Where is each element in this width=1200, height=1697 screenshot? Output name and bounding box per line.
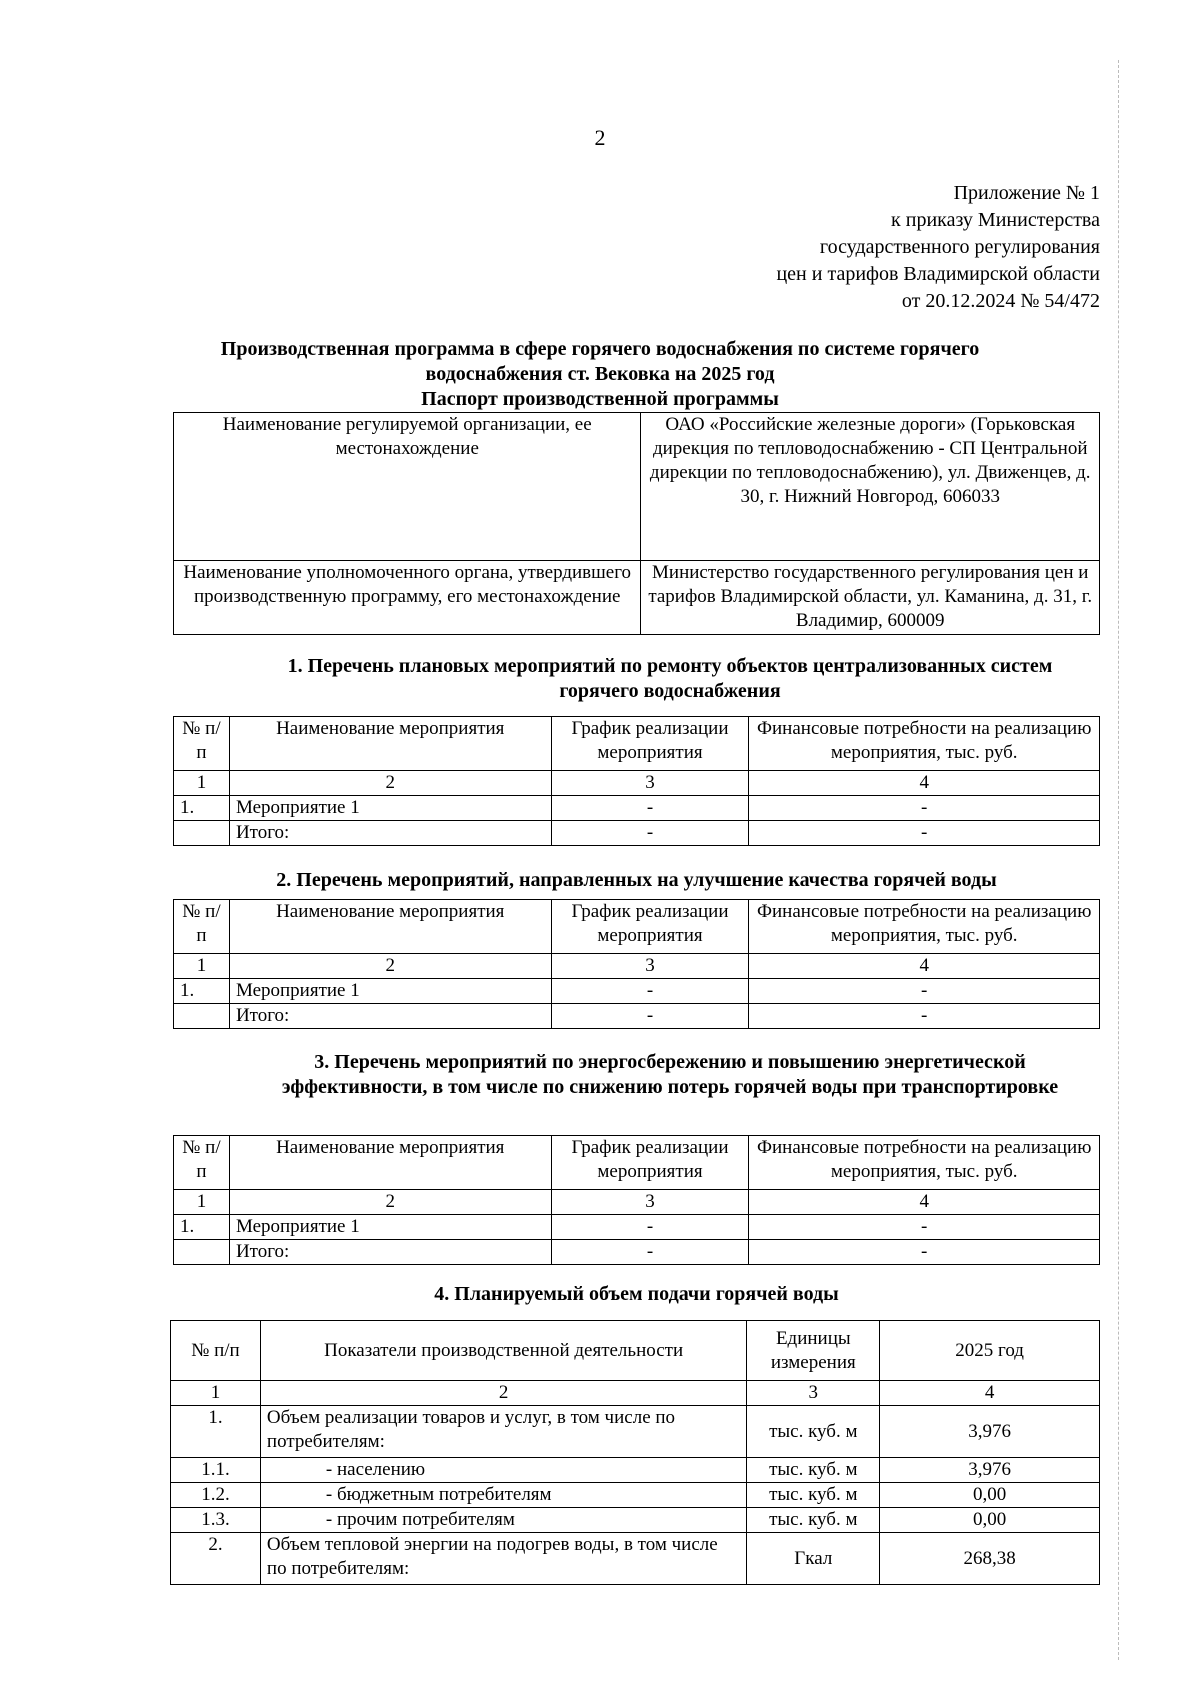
section-1-table [173,716,1100,846]
passport-value: Министерство государственного регулирования цен и тарифов Владимирской области, ул. Каманина, д. 31, г. Владимир, 600009 [641,561,1100,635]
table-header-row [174,900,1100,954]
table-row [171,1533,1100,1585]
column-number-row [174,954,1100,979]
indicator-name: - бюджетным потребителям [260,1483,746,1508]
year-value: 0,00 [880,1483,1100,1508]
finance-value: - [749,1240,1100,1265]
table-row [171,1406,1100,1458]
measure-name: Мероприятие 1 [229,1215,551,1240]
table-row [171,1483,1100,1508]
schedule-value: - [551,1240,749,1265]
column-number: 2 [229,1190,551,1215]
page-number: 2 [594,125,606,150]
unit-value: тыс. куб. м [747,1483,880,1508]
appendix-block [700,180,1100,315]
indicator-name: Объем тепловой энергии на подогрев воды, в том числе по потребителям: [260,1533,746,1585]
passport-value: ОАО «Российские железные дороги» (Горьковская дирекция по тепловодоснабжению - СП Центральной дирекции по тепловодоснабжению), ул. Движенцев, д. 30, г. Нижний Новгород, 606033 [641,413,1100,561]
passport-title: Паспорт производственной программы [421,388,779,410]
header-cell: 2025 год [880,1321,1100,1381]
column-number: 1 [174,1190,230,1215]
header-cell: Единицы измерения [747,1321,880,1381]
column-number: 3 [747,1381,880,1406]
row-number [174,821,230,846]
passport-label: Наименование регулируемой организации, ее местонахождение [174,413,641,561]
table-row [171,1508,1100,1533]
row-number: 1.2. [171,1483,261,1508]
row-number: 2. [171,1533,261,1585]
table-header-row [174,1136,1100,1190]
section-2-title: 2. Перечень мероприятий, направленных на улучшение качества горячей воды [276,869,997,891]
column-number: 3 [551,771,749,796]
table-row [174,979,1100,1004]
measure-name: Мероприятие 1 [229,979,551,1004]
column-number: 4 [880,1381,1100,1406]
header-cell: Наименование мероприятия [229,717,551,771]
header-cell: Финансовые потребности на реализацию мероприятия, тыс. руб. [749,1136,1100,1190]
year-value: 3,976 [880,1458,1100,1483]
header-cell: № п/п [171,1321,261,1381]
section-4-title: 4. Планируемый объем подачи горячей воды [434,1283,839,1305]
section-3-table [173,1135,1100,1265]
table-row [174,796,1100,821]
header-cell: № п/п [174,900,230,954]
column-number-row [174,771,1100,796]
total-row [174,1004,1100,1029]
finance-value: - [749,1004,1100,1029]
indicator-name: Объем реализации товаров и услуг, в том числе по потребителям: [260,1406,746,1458]
title-line: Производственная программа в сфере горячего водоснабжения по системе горячего [220,338,980,360]
indicator-name: - населению [260,1458,746,1483]
header-cell: Финансовые потребности на реализацию мероприятия, тыс. руб. [749,717,1100,771]
section-3-title: 3. Перечень мероприятий по энергосбережению и повышению энергетической эффективности, в том числе по снижению потерь горячей воды при транспортировке [281,1051,1059,1098]
column-number: 2 [229,771,551,796]
indicator-name: - прочим потребителям [260,1508,746,1533]
header-cell: График реализации мероприятия [551,1136,749,1190]
header-cell: Показатели производственной деятельности [260,1321,746,1381]
section-4-table [170,1320,1100,1585]
column-number: 1 [171,1381,261,1406]
row-number [174,1004,230,1029]
total-label: Итого: [229,1004,551,1029]
header-cell: Наименование мероприятия [229,900,551,954]
column-number: 3 [551,1190,749,1215]
passport-label: Наименование уполномоченного органа, утвердившего производственную программу, его местонахождение [174,561,641,635]
schedule-value: - [551,1215,749,1240]
row-number: 1.1. [171,1458,261,1483]
measure-name: Мероприятие 1 [229,796,551,821]
section-1-title: 1. Перечень плановых мероприятий по ремонту объектов централизованных систем горячего водоснабжения [287,655,1053,702]
unit-value: тыс. куб. м [747,1508,880,1533]
total-row [174,1240,1100,1265]
year-value: 268,38 [880,1533,1100,1585]
column-number: 4 [749,771,1100,796]
schedule-value: - [551,821,749,846]
column-number: 4 [749,954,1100,979]
appendix-line: к приказу Министерства [891,209,1100,231]
appendix-line: от 20.12.2024 № 54/472 [901,290,1100,312]
total-row [174,821,1100,846]
column-number: 3 [551,954,749,979]
header-cell: График реализации мероприятия [551,717,749,771]
total-label: Итого: [229,821,551,846]
passport-row [174,413,1100,561]
unit-value: тыс. куб. м [747,1406,880,1458]
year-value: 0,00 [880,1508,1100,1533]
column-number: 2 [260,1381,746,1406]
table-row [171,1458,1100,1483]
passport-table [173,412,1100,635]
passport-row [174,561,1100,635]
row-number: 1. [174,979,230,1004]
scan-edge-artifact [1118,60,1119,1660]
header-cell: № п/п [174,1136,230,1190]
schedule-value: - [551,796,749,821]
finance-value: - [749,1215,1100,1240]
row-number: 1.3. [171,1508,261,1533]
column-number-row [174,1190,1100,1215]
header-cell: Финансовые потребности на реализацию мероприятия, тыс. руб. [749,900,1100,954]
header-cell: № п/п [174,717,230,771]
schedule-value: - [551,1004,749,1029]
column-number: 1 [174,954,230,979]
table-row [174,1215,1100,1240]
row-number: 1. [171,1406,261,1458]
schedule-value: - [551,979,749,1004]
unit-value: тыс. куб. м [747,1458,880,1483]
unit-value: Гкал [747,1533,880,1585]
column-number: 1 [174,771,230,796]
finance-value: - [749,979,1100,1004]
total-label: Итого: [229,1240,551,1265]
row-number: 1. [174,1215,230,1240]
column-number-row [171,1381,1100,1406]
year-value: 3,976 [880,1406,1100,1458]
appendix-line: Приложение № 1 [953,182,1100,204]
document-title [160,337,1040,412]
column-number: 4 [749,1190,1100,1215]
section-2-table [173,899,1100,1029]
column-number: 2 [229,954,551,979]
finance-value: - [749,821,1100,846]
finance-value: - [749,796,1100,821]
table-header-row [171,1321,1100,1381]
header-cell: График реализации мероприятия [551,900,749,954]
table-header-row [174,717,1100,771]
row-number: 1. [174,796,230,821]
appendix-line: цен и тарифов Владимирской области [776,263,1100,285]
header-cell: Наименование мероприятия [229,1136,551,1190]
appendix-line: государственного регулирования [819,236,1100,258]
title-line: водоснабжения ст. Вековка на 2025 год [425,363,775,385]
row-number [174,1240,230,1265]
